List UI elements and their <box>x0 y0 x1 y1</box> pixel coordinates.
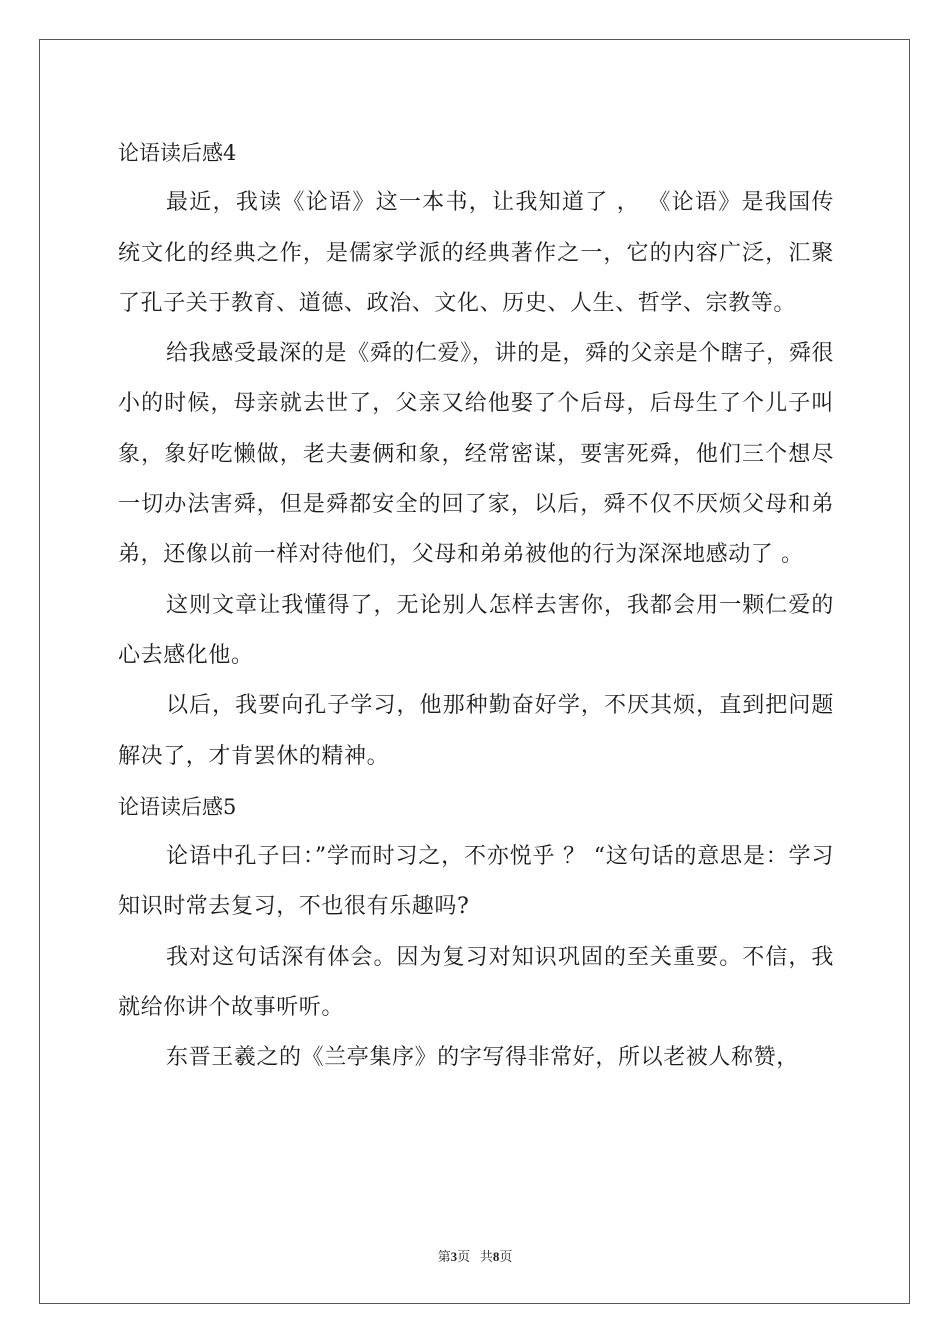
paragraph: 论语中孔子曰：”学而时习之，不亦悦乎 ？ “这句话的意思是：学习知识时常去复习，不也很有乐趣吗? <box>118 844 834 920</box>
paragraph: 最近，我读《论语》这一本书，让我知道了 ， 《论语》是我国传统文化的经典之作，是儒家学派的经典著作之一，它的内容广泛，汇聚了孔子关于教育、道德、政治、文化、历史、人生、哲学、宗教等。 <box>118 190 834 316</box>
section-title: 论语读后感5 <box>118 794 237 819</box>
current-page-number: 3 <box>450 1249 458 1264</box>
total-suffix: 页 <box>499 1249 513 1264</box>
paragraph: 以后，我要向孔子学习，他那种勤奋好学，不厌其烦，直到把问题解决了，才肯罢休的精神。 <box>118 693 834 769</box>
paragraph: 这则文章让我懂得了，无论别人怎样去害你，我都会用一颗仁爱的心去感化他。 <box>118 592 834 668</box>
total-prefix: 共 <box>479 1249 493 1264</box>
document-body <box>118 128 834 1084</box>
total-pages-number: 8 <box>492 1249 500 1264</box>
page-prefix: 第 <box>437 1249 451 1264</box>
paragraph: 给我感受最深的是《舜的仁爱》，讲的是，舜的父亲是个瞎子，舜很小的时候，母亲就去世了，父亲又给他娶了个后母，后母生了个儿子叫象，象好吃懒做，老夫妻俩和象，经常密谋，要害死舜，他们三个想尽一切办法害舜，但是舜都安全的回了家，以后，舜不仅不厌烦父母和弟弟，还像以前一样对待他们，父母和弟弟被他的行为深深地感动了 。 <box>118 341 834 568</box>
page-footer <box>0 1246 950 1265</box>
paragraph: 我对这句话深有体会。因为复习对知识巩固的至关重要。不信，我就给你讲个故事听听。 <box>118 944 834 1021</box>
paragraph: 东晋王羲之的《兰亭集序》的字写得非常好，所以老被人称赞， <box>166 1045 799 1071</box>
section-title: 论语读后感4 <box>118 141 237 165</box>
page-suffix: 页 <box>457 1249 471 1264</box>
